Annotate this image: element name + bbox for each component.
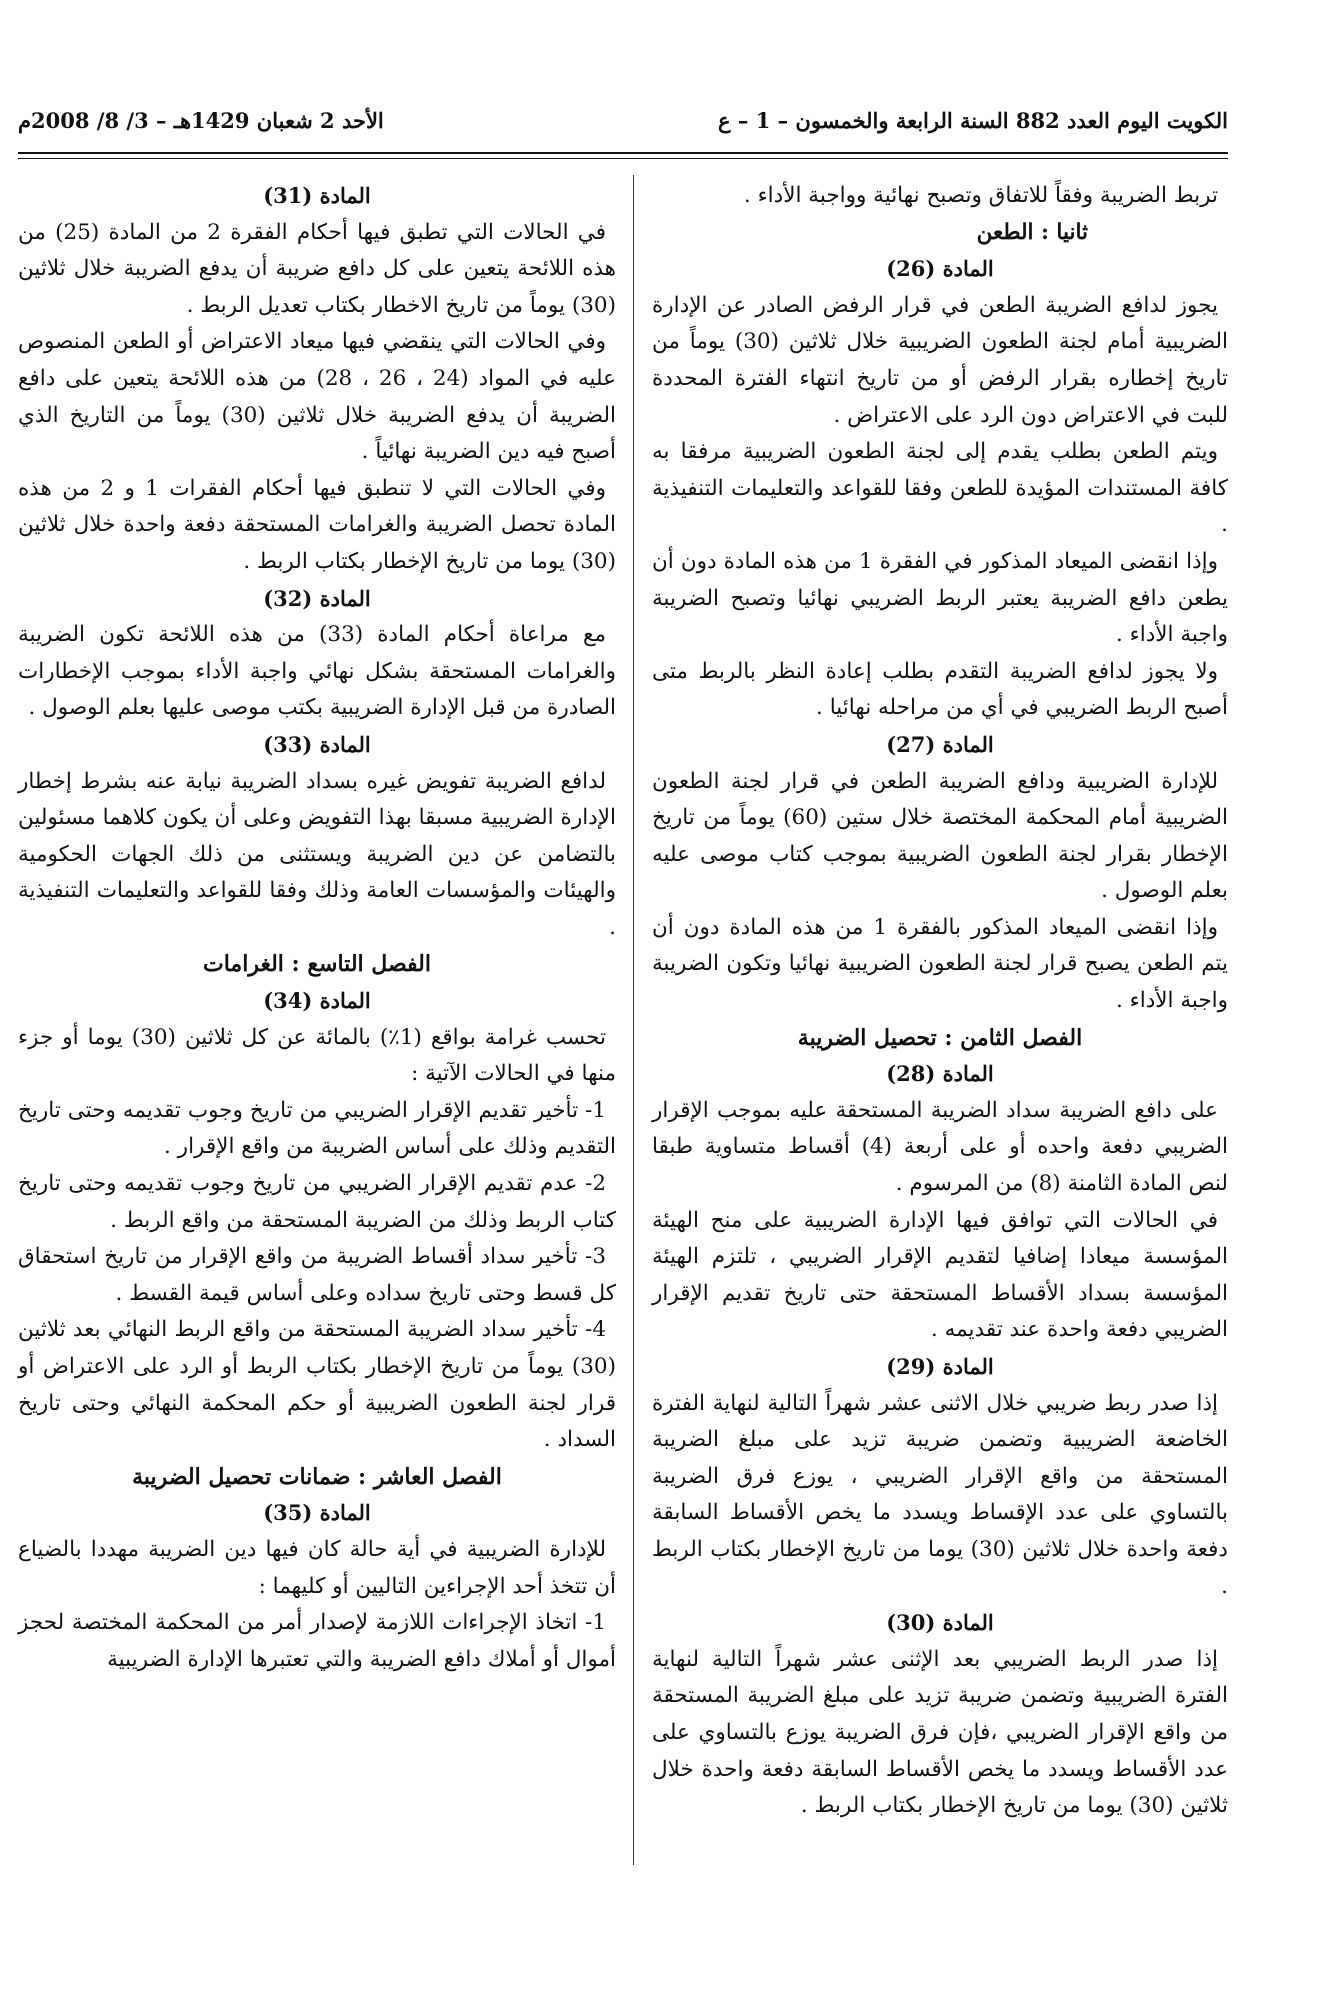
article-heading: المادة (35) [263,1500,371,1526]
paragraph: 3- تأخير سداد أقساط الضريبة من واقع الإقرار من تاريخ استحقاق كل قسط وحتى تاريخ سداده وعلى أساس قيمة القسط . [18,1244,616,1306]
paragraph: على دافع الضريبة سداد الضريبة المستحقة عليه بموجب الإقرار الضريبي دفعة واحده أو على أربعة (4) أقساط متساوية طبقا لنص المادة الثامنة (8) من المرسوم . [652,1097,1228,1197]
paragraph: في الحالات التي تطبق فيها أحكام الفقرة 2 من المادة (25) من هذه اللائحة يتعين على كل دافع ضريبة أن يدفع الضريبة خلال ثلاثين (30) يوماً من تاريخ الاخطار بكتاب تعديل الربط . [18,219,616,318]
article-heading: المادة (28) [886,1061,994,1087]
paragraph: يجوز لدافع الضريبة الطعن في قرار الرفض الصادر عن الإدارة الضريبية أمام لجنة الطعون الضريبية خلال ثلاثين (30) يوماً من تاريخ إخطاره بقرار الرفض أو من تاريخ انتهاء الفترة المحددة للبت في الاعتراض دون الرد على الاعتراض . [652,292,1228,428]
article-heading: المادة (33) [263,731,371,757]
paragraph: 1- تأخير تقديم الإقرار الضريبي من تاريخ وجوب تقديمه وحتى تاريخ التقديم وذلك على أساس الضريبة من واقع الإقرار . [18,1097,616,1160]
paragraph: وفي الحالات التي ينقضي فيها ميعاد الاعتراض أو الطعن المنصوص عليه في المواد (24 ، 26 ، 28) من هذه اللائحة يتعين على دافع الضريبة أن يدفع الضريبة خلال ثلاثين (30) يوماً من التاريخ الذي أصبح فيه دين الضريبة نهائياً . [18,329,616,465]
article-heading: المادة (30) [886,1610,994,1636]
paragraph: ويتم الطعن بطلب يقدم إلى لجنة الطعون الضريبية مرفقا به كافة المستندات المؤيدة للطعن وفقا للقواعد والتعليمات التنفيذية . [652,439,1228,538]
article-heading: المادة (34) [263,988,371,1014]
paragraph: إذا صدر الربط الضريبي بعد الإثنى عشر شهراً التالية لنهاية الفترة الضريبية وتضمن ضريبة تزيد على مبلغ الضريبة المستحقة من واقع الإقرار الضريبي ،فإن فرق الضريبة يوزع بالتساوي على عدد الأقساط ويسدد ما يخص الأقساط السابقة دفعة واحدة خلال ثلاثين (30) يوما من تاريخ الإخطار بكتاب الربط . [652,1646,1228,1819]
right-column [652,178,1228,1825]
paragraph: 4- تأخير سداد الضريبة المستحقة من واقع الربط النهائي بعد ثلاثين (30) يوماً من تاريخ الإخطار بكتاب الربط أو الرد على الاعتراض أو قرار لجنة الطعون الضريبية أو حكم المحكمة النهائي وحتى تاريخ السداد . [18,1317,616,1453]
article-heading: المادة (27) [886,731,994,757]
paragraph: وإذا انقضى الميعاد المذكور بالفقرة 1 من هذه المادة دون أن يتم الطعن يصبح قرار لجنة الطعون الضريبية نهائيا وتكون الضريبة واجبة الأداء . [652,914,1228,1014]
column-divider [633,175,634,1865]
paragraph: إذا صدر ربط ضريبي خلال الاثنى عشر شهراً التالية لنهاية الفترة الخاضعة الضريبية وتضمن ضريبة تزيد على مبلغ الضريبة المستحقة من واقع الإقرار الضريبي ، يوزع فرق الضريبة بالتساوي على عدد الإقساط ويسدد ما يخص الأقساط السابقة دفعة واحدة خلال ثلاثين (30) يوما من تاريخ الإخطار بكتاب الربط . [652,1390,1228,1599]
header-rule [18,152,1228,154]
paragraph: 1- اتخاذ الإجراءات اللازمة لإصدار أمر من المحكمة المختصة لحجز أموال أو أملاك دافع الضريبة والتي تعتبرها الإدارة الضريبية [18,1610,616,1672]
paragraph: لدافع الضريبة تفويض غيره بسداد الضريبة نيابة عنه بشرط إخطار الإدارة الضريبية مسبقا بهذا التفويض وعلى أن يكون كلاهما مسئولين بالتضامن عن دين الضريبة ويستثنى من ذلك الجهات الحكومية والهيئات والمؤسسات العامة وذلك وفقا للقواعد والتعليمات التنفيذية . [18,768,616,940]
chapter-heading: الفصل العاشر : ضمانات تحصيل الضريبة [132,1463,502,1490]
article-heading: المادة (26) [886,256,994,282]
chapter-heading: الفصل الثامن : تحصيل الضريبة [797,1024,1083,1051]
article-heading: المادة (31) [263,183,371,208]
chapter-heading: الفصل التاسع : الغرامات [203,951,431,978]
paragraph: وفي الحالات التي لا تنطبق فيها أحكام الفقرات 1 و 2 من هذه المادة تحصل الضريبة والغرامات المستحقة دفعة واحدة خلال ثلاثين (30) يوما من تاريخ الإخطار بكتاب الربط . [18,475,616,574]
paragraph: 2- عدم تقديم الإقرار الضريبي من تاريخ وجوب تقديمه وحتى تاريخ كتاب الربط وذلك من الضريبة المستحقة من واقع الربط . [18,1171,616,1233]
section-heading: ثانيا : الطعن [976,219,1088,245]
left-column [18,178,616,1678]
paragraph: للإدارة الضريبية في أية حالة كان فيها دين الضريبة مهددا بالضياع أن تتخذ أحد الإجراءين التاليين أو كليهما : [18,1536,616,1599]
header-date: الأحد 2 شعبان 1429هـ – 3/ 8/ 2008م [18,108,384,133]
paragraph: وإذا انقضى الميعاد المذكور في الفقرة 1 من هذه المادة دون أن يطعن دافع الضريبة يعتبر الربط الضريبي نهائيا وتصبح الضريبة واجبة الأداء . [652,548,1228,648]
paragraph: في الحالات التي توافق فيها الإدارة الضريبية على منح الهيئة المؤسسة ميعادا إضافيا لتقديم الإقرار الضريبي ، تلتزم الهيئة المؤسسة بسداد الأقساط المستحقة حتى تاريخ تقديم الإقرار الضريبي دفعة واحدة عند تقديمه . [652,1207,1228,1343]
page-header [18,108,1228,154]
article-heading: المادة (32) [263,585,371,611]
article-heading: المادة (29) [886,1354,994,1379]
paragraph: ولا يجوز لدافع الضريبة التقدم بطلب إعادة النظر بالربط متى أصبح الربط الضريبي في أي من مراحله نهائيا . [652,658,1228,721]
header-publication-info: الكويت اليوم العدد 882 السنة الرابعة والخمسون – 1 – ع [718,108,1228,133]
paragraph: للإدارة الضريبية ودافع الضريبة الطعن في قرار لجنة الطعون الضريبية أمام المحكمة المختصة خلال ستين (60) يوماً من تاريخ الإخطار بقرار لجنة الطعون الضريبية بموجب كتاب موصى عليه بعلم الوصول . [652,768,1228,904]
paragraph: تحسب غرامة بواقع (1٪) بالمائة عن كل ثلاثين (30) يوما أو جزء منها في الحالات الآتية : [18,1024,616,1087]
paragraph: تربط الضريبة وفقاً للاتفاق وتصبح نهائية وواجبة الأداء . [743,183,1218,208]
header-rule-thin [18,158,1228,159]
paragraph: مع مراعاة أحكام المادة (33) من هذه اللائحة تكون الضريبة والغرامات المستحقة بشكل نهائي واجبة الأداء بموجب الإخطارات الصادرة من قبل الإدارة الضريبية بكتب موصى عليها بعلم الوصول . [18,622,616,721]
